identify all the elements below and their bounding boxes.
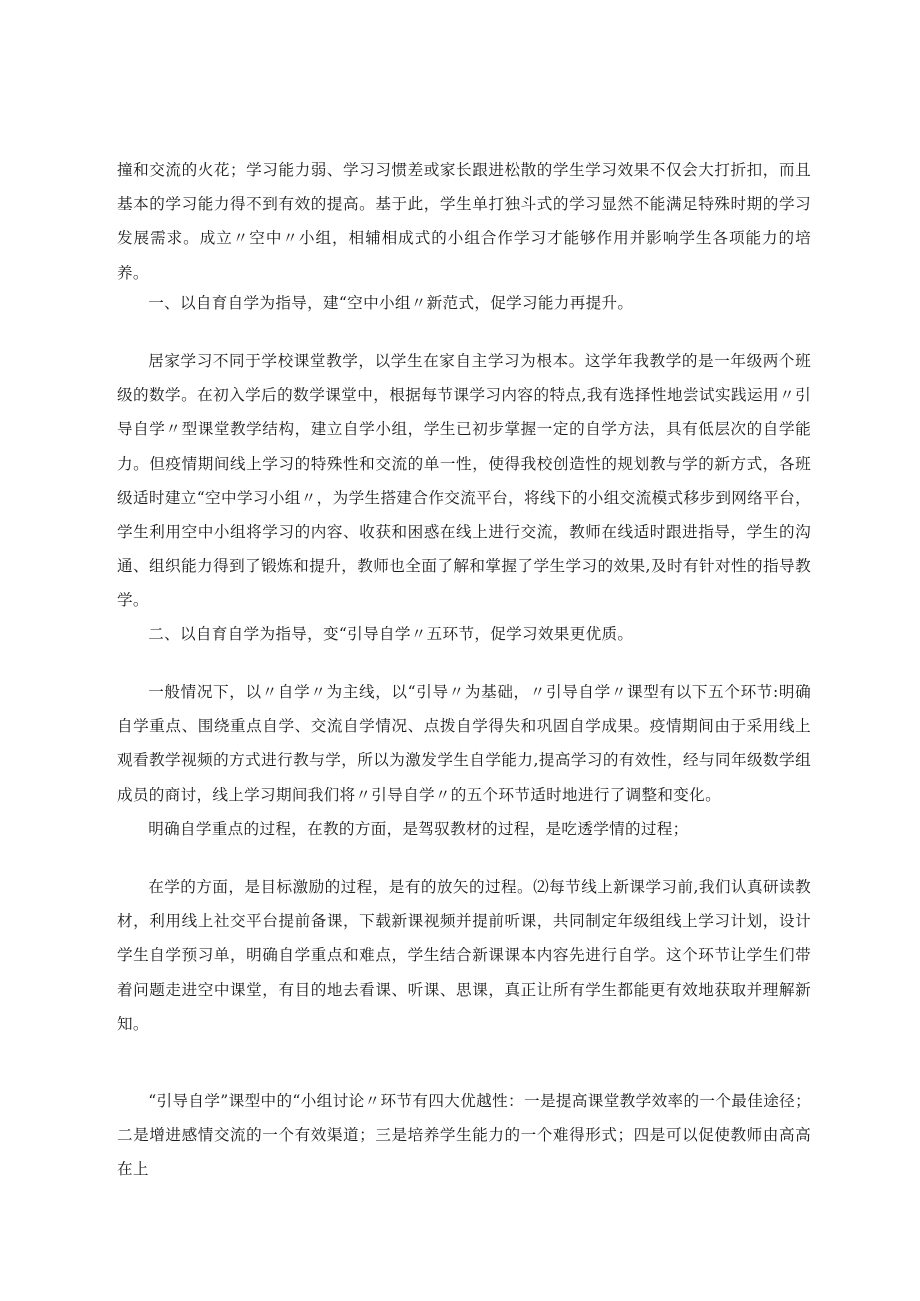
section-heading: 一、以自育自学为指导，建“空中小组〃新范式，促学习能力再提升。 [148,294,634,312]
section-heading-2 [117,617,811,651]
body-paragraph: 在学的方面，是目标激励的过程，是有的放矢的过程。⑵每节线上新课学习前,我们认真研读教材，利用线上社交平台提前备课，下载新课视频并提前听课，共同制定年级组线上学习计划，设计学生自学预习单，明确自学重点和难点，学生结合新课课本内容先进行自学。这个环节让学生们带着问题走进空中课堂，有目的地去看课、听课、思课，真正让所有学生都能更有效地获取并理解新知。 [117,878,811,1033]
paragraph-focus-learning [117,870,811,1041]
paragraph-continuation [117,153,811,290]
body-paragraph: 撞和交流的火花；学习能力弱、学习习惯差或家长跟进松散的学生学习效果不仅会大打折扣，而且基本的学习能力得不到有效的提高。基于此，学生单打独斗式的学习显然不能满足特殊时期的学习发展需求。成立〃空中〃小组，相辅相成式的小组合作学习才能够作用并影响学生各项能力的培养。 [117,161,811,282]
paragraph-group-discussion [117,1084,811,1187]
paragraph-section-1 [117,344,811,618]
body-paragraph: 一般情况下，以〃自学〃为主线，以“引导〃为基础，〃引导自学〃课型有以下五个环节:明确自学重点、围绕重点自学、交流自学情况、点拨自学得失和巩固自学成果。疫情期间由于采用线上观看教学视频的方式进行教与学，所以为激发学生自学能力,提高学习的有效性，经与同年级数学组成员的商讨，线上学习期间我们将〃引导自学〃的五个环节适时地进行了调整和变化。 [117,683,811,804]
section-heading-1 [117,286,811,320]
body-paragraph: 居家学习不同于学校课堂教学，以学生在家自主学习为根本。这学年我教学的是一年级两个班级的数学。在初入学后的数学课堂中，根据每节课学习内容的特点,我有选择性地尝试实践运用〃引导自学〃型课堂教学结构，建立自学小组，学生已初步掌握一定的自学方法，具有低层次的自学能力。但疫情期间线上学习的特殊性和交流的单一性，使得我校创造性的规划教与学的新方式，各班级适时建立“空中学习小组〃，为学生搭建合作交流平台，将线下的小组交流模式移步到网络平台，学生利用空中小组将学习的内容、收获和困惑在线上进行交流，教师在线适时跟进指导，学生的沟通、组织能力得到了锻炼和提升，教师也全面了解和掌握了学生学习的效果,及时有针对性的指导教学。 [117,352,811,610]
section-heading: 二、以自育自学为指导，变“引导自学〃五环节，促学习效果更优质。 [148,625,634,643]
paragraph-section-2 [117,675,811,812]
body-paragraph: “引导自学”课型中的“小组讨论〃环节有四大优越性：一是提高课堂教学效率的一个最佳途径；二是增进感情交流的一个有效渠道；三是培养学生能力的一个难得形式；四是可以促使教师由高高在上 [117,1092,811,1179]
body-paragraph: 明确自学重点的过程，在教的方面，是驾驭教材的过程，是吃透学情的过程； [148,820,689,838]
paragraph-focus-teaching [117,812,811,846]
